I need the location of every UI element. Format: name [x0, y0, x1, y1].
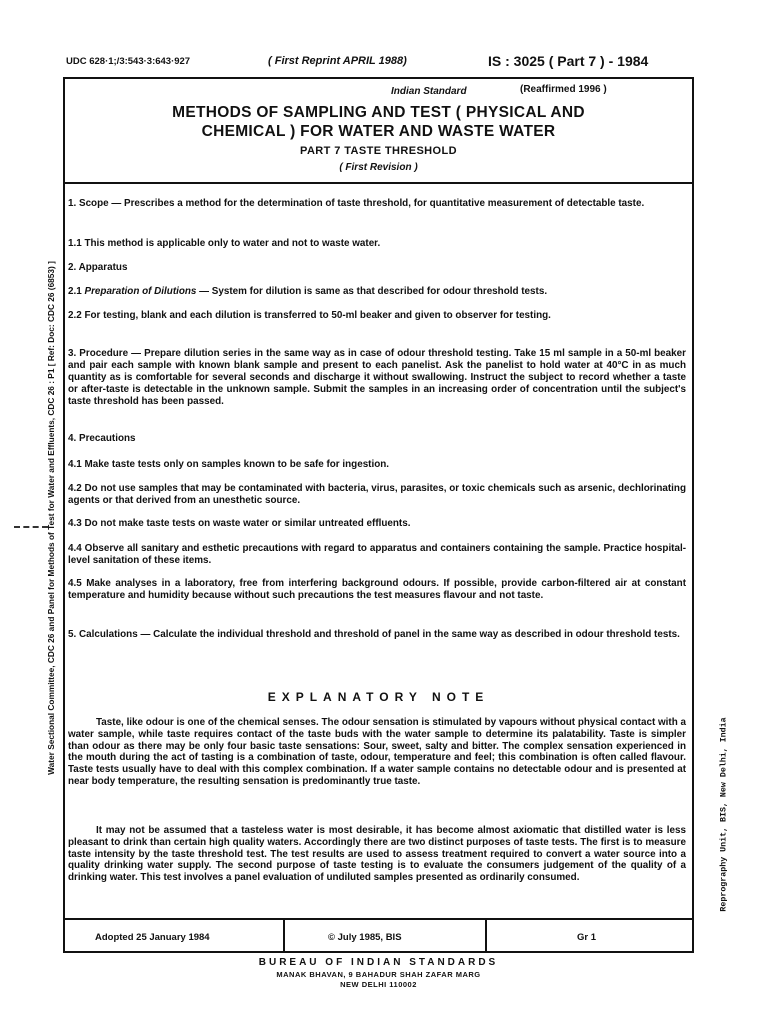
clause-1-1: 1.1 This method is applicable only to water and not to waste water. [68, 238, 381, 249]
explanatory-paragraph-1: Taste, like odour is one of the chemical senses. The odour sensation is stimulated by vapours without physical contact with a water sample, while taste requires contact of the taste buds with the water sample to determine its palatability. Taste is simpler than odour as there may be only four basic taste sensations: Sour, sweet, salty and bitter. The complex sensation experienced in the mouth during the act of tasting is a combination of taste, odour, temperature and feel; this combination is often called flavour. Taste tests usually have to deal with this complex combination. If a water sample contains no detectable odour and is presented at near body temperature, the resulting sensation is predominantly true taste. [68, 717, 686, 787]
clause-2-2: 2.2 For testing, blank and each dilution is transferred to 50-ml beaker and given to observer for testing. [68, 310, 551, 321]
clause-4-1: 4.1 Make taste tests only on samples known to be safe for ingestion. [68, 459, 390, 470]
clause-4-3: 4.3 Do not make taste tests on waste water or similar untreated effluents. [68, 518, 411, 529]
clause-2-1-text: — System for dilution is same as that described for odour threshold tests. [199, 286, 548, 297]
revision-label: ( First Revision ) [339, 162, 418, 173]
calculations-text: Calculate the individual threshold and threshold of panel in the same way as described in odour threshold tests. [153, 629, 680, 640]
scope-heading: 1. Scope — [68, 198, 122, 209]
explanatory-note-heading: EXPLANATORY NOTE [267, 690, 490, 704]
publisher-address-line2: NEW DELHI 110002 [340, 980, 417, 989]
calculations-heading: 5. Calculations — [68, 629, 151, 640]
footer-divider-1 [283, 918, 285, 953]
right-margin-reprography-stamp: Reprography Unit, BIS, New Delhi, India [719, 717, 729, 912]
adopted-date: Adopted 25 January 1984 [95, 932, 210, 943]
publisher-name: BUREAU OF INDIAN STANDARDS [258, 957, 499, 968]
precautions-heading: 4. Precautions [68, 433, 136, 444]
reaffirmed-label: (Reaffirmed 1996 ) [520, 84, 607, 95]
scope-paragraph [68, 198, 686, 210]
calculations-paragraph [68, 629, 686, 641]
procedure-text: Prepare dilution series in the same way as in case of odour threshold testing. Take 15 ml sample in a 50-ml beaker and pair each sample with known blank sample and present to each panelist. Ask the panelist to hold water at 40°C in as much quantity as is comfortable for several seconds and discharge it without swallowing. Instruct the subject to record whether a taste or after-taste is detectable in the unknown sample. Submit the samples in an increasing order of concentration until the subject's taste threshold has been passed. [68, 348, 686, 407]
standard-number: IS : 3025 ( Part 7 ) - 1984 [488, 53, 649, 69]
clause-4-2: 4.2 Do not use samples that may be contaminated with bacteria, virus, parasites, or toxic chemicals such as arsenic, dechlorinating agents or that derived from an unesthetic source. [68, 483, 686, 506]
footer-divider-2 [485, 918, 487, 953]
procedure-paragraph [68, 348, 686, 408]
clause-2-1-title: Preparation of Dilutions [84, 286, 197, 297]
copyright-notice: © July 1985, BIS [328, 932, 402, 943]
reprint-note: ( First Reprint APRIL 1988) [268, 55, 407, 67]
publisher-address-line1: MANAK BHAVAN, 9 BAHADUR SHAH ZAFAR MARG [276, 970, 481, 979]
masthead-divider [63, 182, 694, 184]
part-title: PART 7 TASTE THRESHOLD [300, 145, 457, 157]
procedure-heading: 3. Procedure — [68, 348, 142, 359]
left-margin-dash-mark [14, 526, 48, 528]
udc-number: UDC 628·1;/3:543·3:643·927 [66, 56, 191, 67]
clause-4-5: 4.5 Make analyses in a laboratory, free from interfering background odours. If possible, provide carbon-filtered air at constant temperature and humidity because without such precautions the test measures flavour and not taste. [68, 578, 686, 601]
explanatory-paragraph-2: It may not be assumed that a tasteless water is most desirable, it has become almost axiomatic that distilled water is less pleasant to drink than certain high quality waters. Accordingly there are two distinct purposes of taste tests. The first is to measure taste intensity by the taste threshold test. The test results are used to assess treatment required to convert a water source into a quality drinking water supply. The second purpose of taste testing is to evaluate the consumers judgement of the quality of a drinking water. This test involves a panel evaluation of undiluted samples presented as ordinarily consumed. [68, 825, 686, 884]
document-title-line2: CHEMICAL ) FOR WATER AND WASTE WATER [201, 123, 556, 140]
document-title-line1: METHODS OF SAMPLING AND TEST ( PHYSICAL AND [172, 104, 585, 121]
footer-top-rule [63, 918, 694, 920]
clause-2-1-number: 2.1 [68, 286, 82, 297]
scope-text: Prescribes a method for the determination of taste threshold, for quantitative measurement of detectable taste. [123, 198, 645, 209]
indian-standard-label: Indian Standard [391, 86, 467, 97]
clause-2-1 [68, 286, 686, 298]
left-margin-committee-reference: Water Sectional Committee, CDC 26 and Panel for Methods of Test for Water and Effluents, CDC 26 : P1 [ Ref: Doc: CDC 26 (6853) ] [46, 261, 56, 775]
price-group: Gr 1 [577, 932, 597, 943]
apparatus-heading: 2. Apparatus [68, 262, 128, 273]
clause-4-4: 4.4 Observe all sanitary and esthetic precautions with regard to apparatus and containers containing the sample. Practice hospital-level sanitation of these items. [68, 543, 686, 566]
